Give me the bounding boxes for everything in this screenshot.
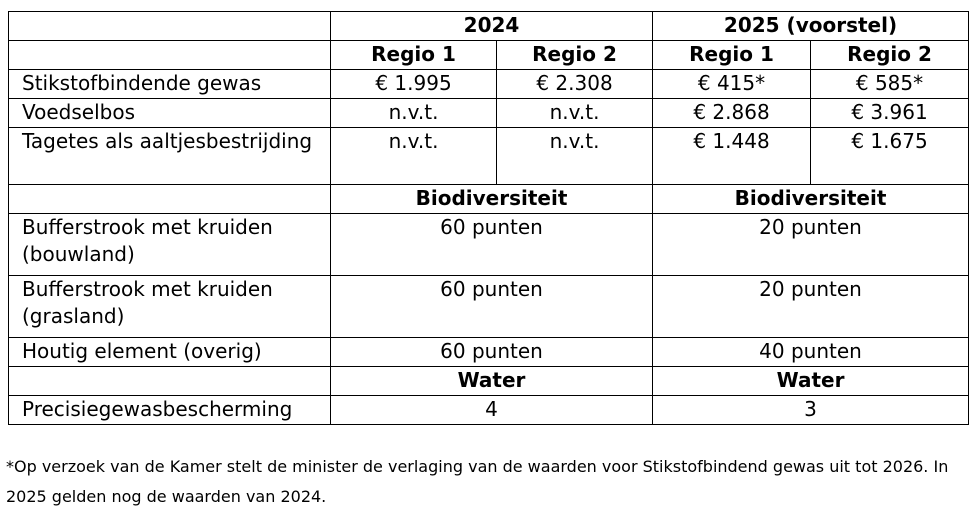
cell-2025-regio-2: € 3.961	[811, 99, 969, 128]
header-2024-regio-1: Regio 1	[331, 41, 497, 70]
header-empty-cell	[9, 12, 331, 41]
section-empty-cell	[9, 367, 331, 396]
cell-2025: 20 punten	[653, 214, 969, 276]
header-2025-regio-1: Regio 1	[653, 41, 811, 70]
cell-2024-regio-1: n.v.t.	[331, 99, 497, 128]
table-row-precisiegewasbescherming	[9, 396, 969, 425]
cell-2025-regio-1: € 415*	[653, 70, 811, 99]
section-biodiversiteit-2024: Biodiversiteit	[331, 185, 653, 214]
cell-2024: 60 punten	[331, 276, 653, 338]
section-biodiversiteit-2025: Biodiversiteit	[653, 185, 969, 214]
header-row-regions	[9, 41, 969, 70]
header-2025-regio-2: Regio 2	[811, 41, 969, 70]
cell-2024-regio-1: n.v.t.	[331, 128, 497, 185]
cell-2024-regio-2: n.v.t.	[497, 99, 653, 128]
section-water-2024: Water	[331, 367, 653, 396]
cell-2025-regio-2: € 585*	[811, 70, 969, 99]
header-year-2025: 2025 (voorstel)	[653, 12, 969, 41]
row-label: Bufferstrook met kruiden (grasland)	[9, 276, 331, 338]
table-row-tagetes	[9, 128, 969, 185]
header-2024-regio-2: Regio 2	[497, 41, 653, 70]
cell-2025-regio-1: € 1.448	[653, 128, 811, 185]
row-label: Stikstofbindende gewas	[9, 70, 331, 99]
row-label: Voedselbos	[9, 99, 331, 128]
section-row-water	[9, 367, 969, 396]
section-empty-cell	[9, 185, 331, 214]
cell-2024: 4	[331, 396, 653, 425]
table-row-houtig-element	[9, 338, 969, 367]
row-label: Precisiegewasbescherming	[9, 396, 331, 425]
cell-2025: 20 punten	[653, 276, 969, 338]
table-row-bufferstrook-grasland	[9, 276, 969, 338]
subsidy-table	[8, 11, 969, 425]
cell-2024-regio-1: € 1.995	[331, 70, 497, 99]
header-empty-cell	[9, 41, 331, 70]
cell-2024-regio-2: € 2.308	[497, 70, 653, 99]
header-year-2024: 2024	[331, 12, 653, 41]
header-row-years	[9, 12, 969, 41]
row-label: Tagetes als aaltjesbestrijding	[9, 128, 331, 185]
cell-2024: 60 punten	[331, 214, 653, 276]
cell-2025: 3	[653, 396, 969, 425]
section-row-biodiversiteit	[9, 185, 969, 214]
table-row-voedselbos	[9, 99, 969, 128]
row-label: Houtig element (overig)	[9, 338, 331, 367]
cell-2025-regio-1: € 2.868	[653, 99, 811, 128]
section-water-2025: Water	[653, 367, 969, 396]
footnote: *Op verzoek van de Kamer stelt de minister de verlaging van de waarden voor Stikstofbindend gewas uit tot 2026. In 2025 gelden nog de waarden van 2024.	[6, 457, 949, 506]
table-row-stikstofbindend	[9, 70, 969, 99]
cell-2024-regio-2: n.v.t.	[497, 128, 653, 185]
cell-2024: 60 punten	[331, 338, 653, 367]
cell-2025: 40 punten	[653, 338, 969, 367]
table-row-bufferstrook-bouwland	[9, 214, 969, 276]
row-label: Bufferstrook met kruiden (bouwland)	[9, 214, 331, 276]
cell-2025-regio-2: € 1.675	[811, 128, 969, 185]
